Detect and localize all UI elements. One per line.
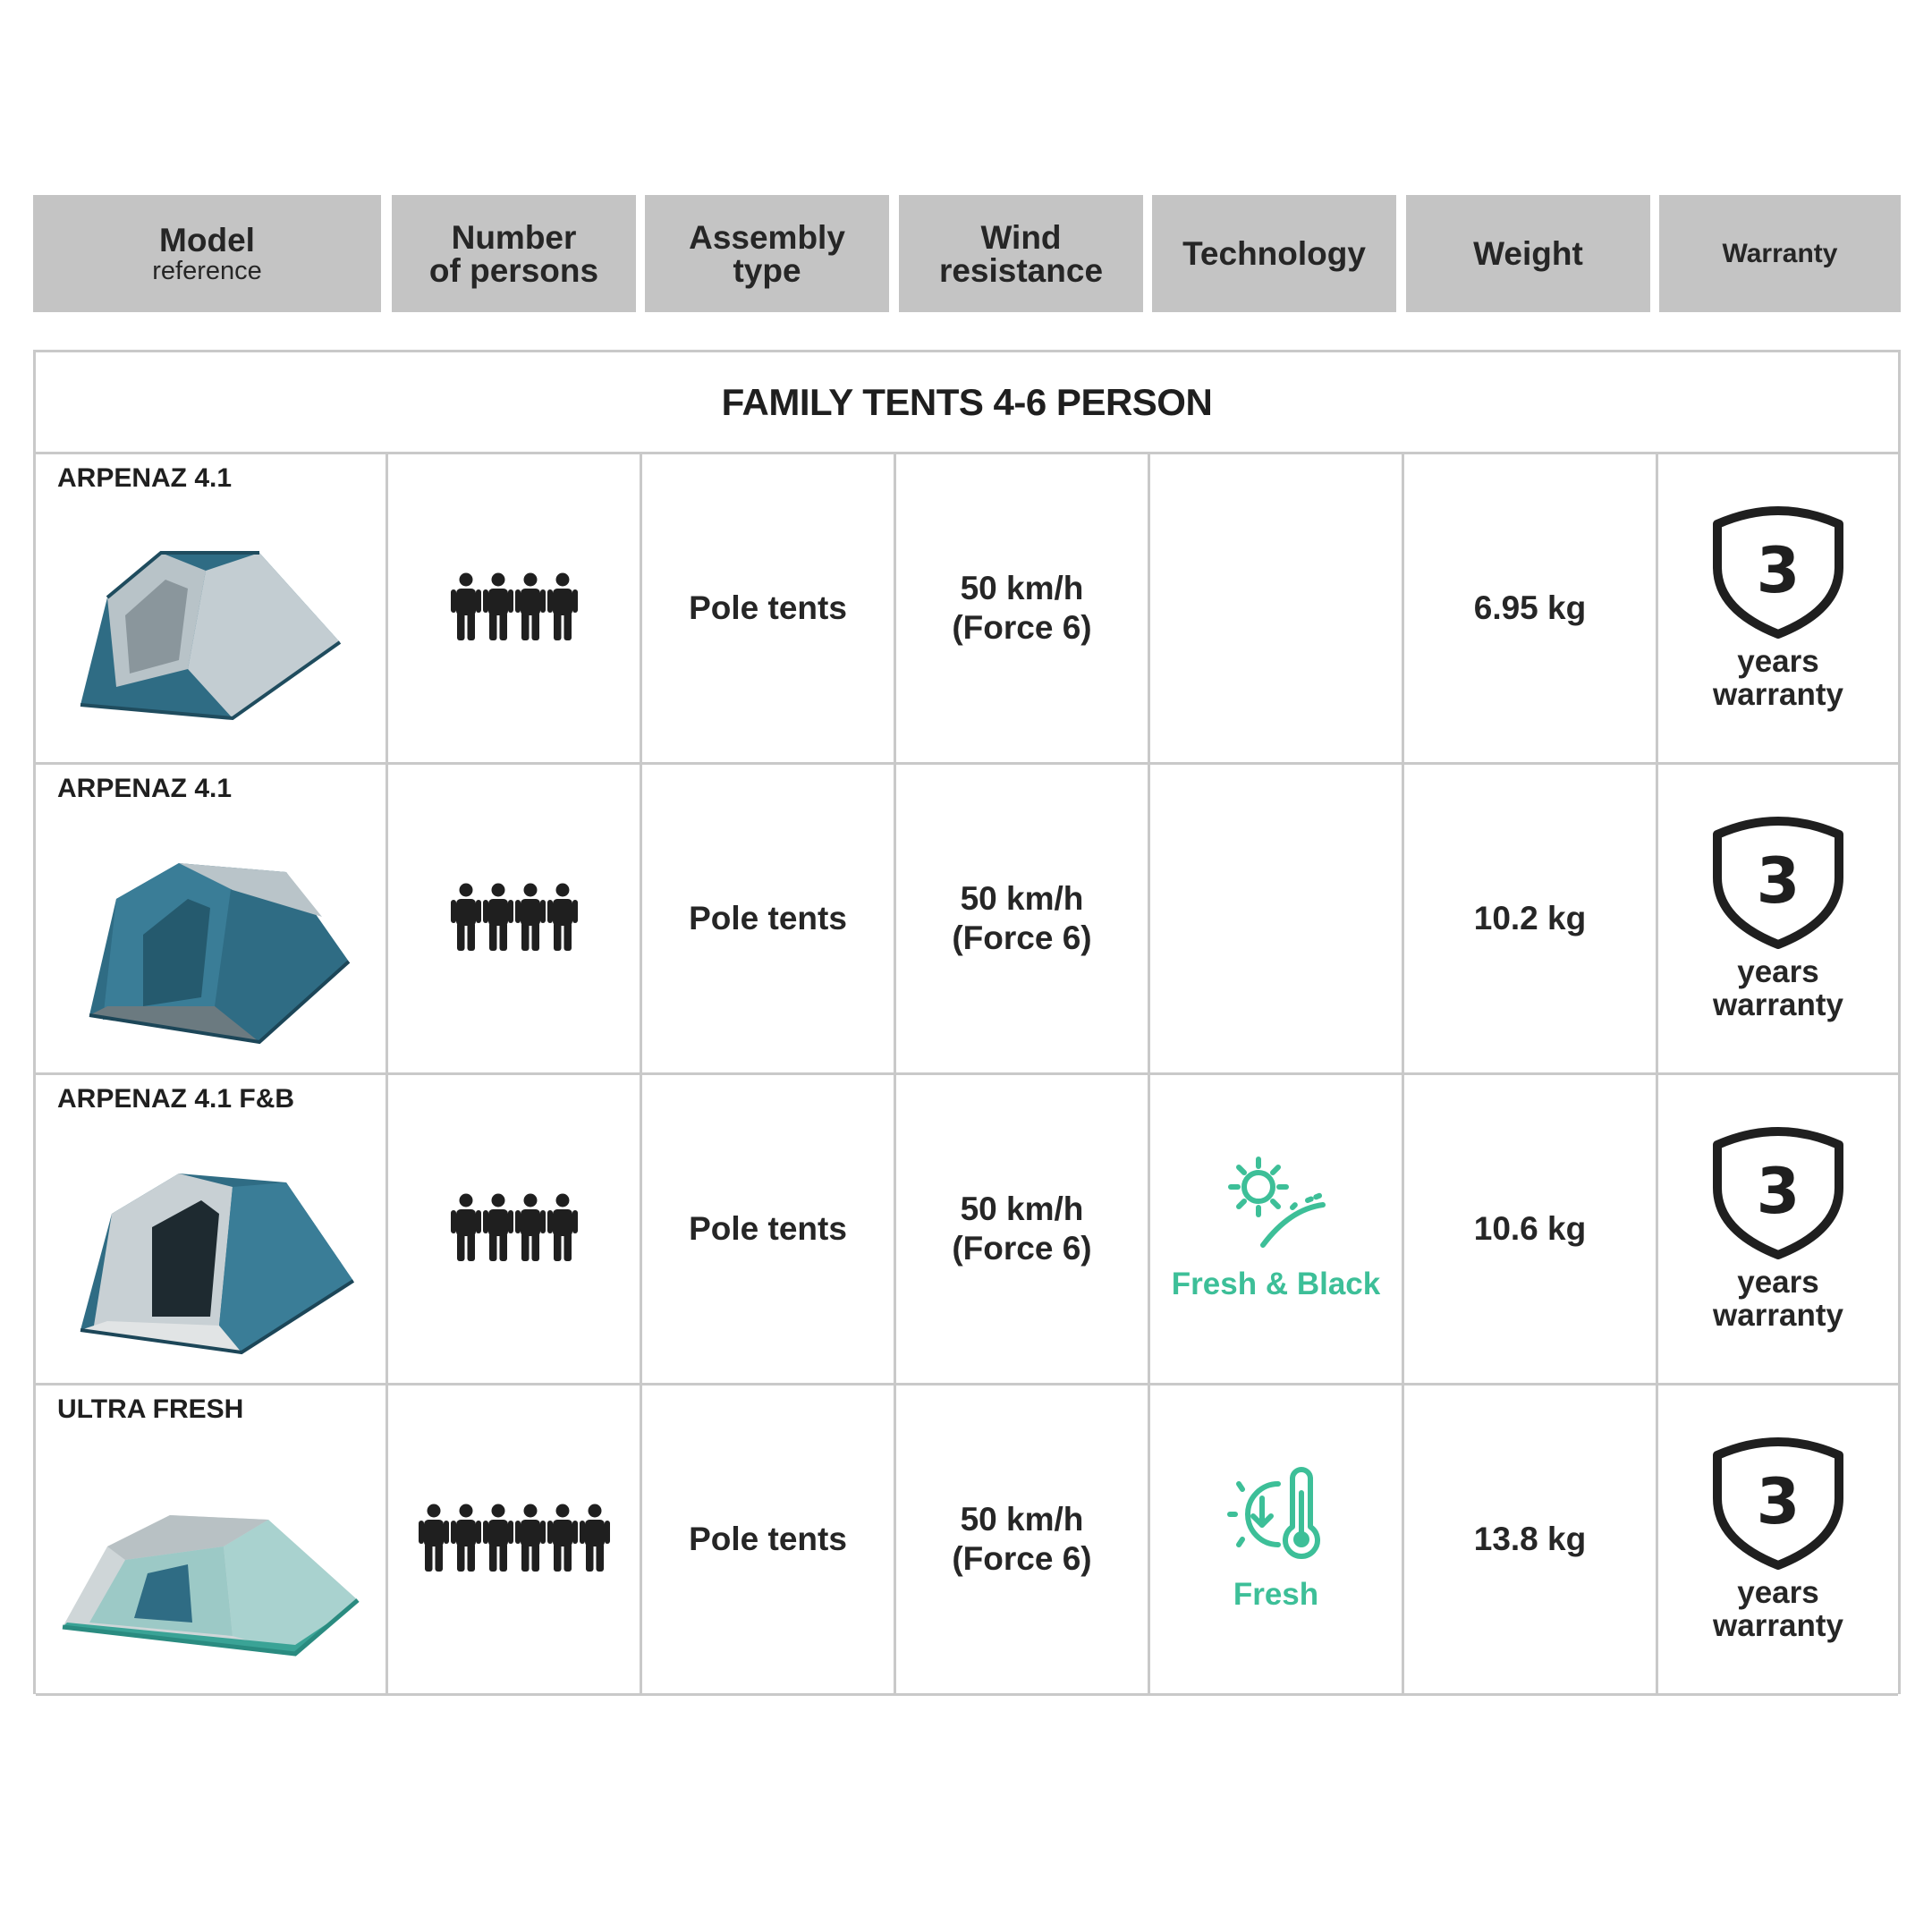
technology-cell	[1150, 765, 1404, 1072]
persons-icons	[418, 1504, 611, 1576]
persons-cell	[388, 1075, 642, 1383]
warranty-cell	[1658, 765, 1898, 1072]
model-name: ARPENAZ 4.1 F&B	[57, 1084, 295, 1114]
weight-cell	[1404, 454, 1658, 762]
header-weight-label: Weight	[1473, 235, 1583, 272]
person-icon	[483, 1193, 513, 1261]
model-name: ARPENAZ 4.1	[57, 463, 233, 493]
wind-force: (Force 6)	[952, 1230, 1092, 1267]
header-technology	[1152, 195, 1396, 312]
wind-force: (Force 6)	[952, 1540, 1092, 1577]
warranty-label-years: years	[1737, 954, 1819, 990]
weight-value: 6.95 kg	[1473, 589, 1587, 627]
wind-cell	[896, 1385, 1150, 1693]
weight-cell	[1404, 1075, 1658, 1383]
assembly-cell	[642, 765, 896, 1072]
persons-pictograms	[450, 1193, 579, 1261]
assembly-cell	[642, 1385, 896, 1693]
person-icon	[451, 572, 481, 640]
model-name: ULTRA FRESH	[57, 1394, 244, 1424]
warranty-cell	[1658, 454, 1898, 762]
weight-value: 10.6 kg	[1473, 1210, 1587, 1248]
assembly-cell	[642, 1075, 896, 1383]
person-icon	[547, 883, 578, 951]
tent-comparison-table	[33, 350, 1901, 1694]
person-icon	[451, 1193, 481, 1261]
person-icon	[515, 1193, 546, 1261]
warranty-years: 3	[1756, 534, 1801, 608]
warranty-label-warranty: warranty	[1713, 677, 1843, 712]
persons-pictograms	[450, 572, 579, 640]
header-warranty	[1659, 195, 1901, 312]
person-icon	[451, 1504, 481, 1572]
shield-icon	[1707, 815, 1850, 949]
shield-icon	[1707, 504, 1850, 639]
table-row	[36, 454, 1898, 765]
person-icon	[419, 1504, 449, 1572]
warranty-cell	[1658, 1385, 1898, 1693]
warranty-label-years: years	[1737, 644, 1819, 680]
wind-cell	[896, 454, 1150, 762]
persons-cell	[388, 765, 642, 1072]
header-model	[33, 195, 381, 312]
wind-speed: 50 km/h	[960, 1501, 1084, 1538]
warranty-label-warranty: warranty	[1713, 1298, 1843, 1333]
person-icon	[547, 1504, 578, 1572]
header-technology-label: Technology	[1182, 235, 1366, 272]
wind-force: (Force 6)	[952, 609, 1092, 646]
table-row	[36, 765, 1898, 1075]
technology-cell	[1150, 1075, 1404, 1383]
person-icon	[451, 883, 481, 951]
warranty-label-years: years	[1737, 1575, 1819, 1611]
persons-icons	[450, 883, 579, 955]
person-icon	[483, 883, 513, 951]
person-icon	[547, 1193, 578, 1261]
header-warranty-label: Warranty	[1722, 238, 1838, 268]
person-icon	[515, 572, 546, 640]
model-cell	[36, 765, 388, 1072]
persons-pictograms	[450, 883, 579, 951]
model-cell	[36, 1385, 388, 1693]
thermometer-fresh-icon	[1223, 1466, 1330, 1564]
person-icon	[515, 1504, 546, 1572]
person-icon	[580, 1504, 610, 1572]
tent-image	[54, 517, 376, 741]
header-assembly-line2: type	[733, 251, 801, 289]
wind-force: (Force 6)	[952, 919, 1092, 956]
persons-pictograms	[418, 1504, 611, 1572]
persons-cell	[388, 1385, 642, 1693]
weight-cell	[1404, 765, 1658, 1072]
wind-speed: 50 km/h	[960, 880, 1084, 918]
model-name: ARPENAZ 4.1	[57, 774, 233, 803]
shield-icon	[1707, 1436, 1850, 1570]
header-assembly	[645, 195, 889, 312]
wind-cell	[896, 765, 1150, 1072]
header-weight	[1406, 195, 1650, 312]
wind-cell	[896, 1075, 1150, 1383]
technology-cell	[1150, 1385, 1404, 1693]
model-cell	[36, 454, 388, 762]
model-cell	[36, 1075, 388, 1383]
warranty-years: 3	[1756, 1155, 1801, 1229]
assembly-type: Pole tents	[689, 1521, 847, 1558]
person-icon	[515, 883, 546, 951]
persons-icons	[450, 572, 579, 645]
warranty-label-warranty: warranty	[1713, 1608, 1843, 1643]
persons-icons	[450, 1193, 579, 1266]
person-icon	[483, 1504, 513, 1572]
assembly-type: Pole tents	[689, 1210, 847, 1248]
header-wind-line2: resistance	[938, 251, 1104, 289]
warranty-years: 3	[1756, 844, 1801, 919]
shield-icon	[1707, 1125, 1850, 1259]
header-wind-line1: Wind	[980, 218, 1062, 256]
section-title: FAMILY TENTS 4-6 PERSON	[36, 352, 1898, 454]
warranty-years: 3	[1756, 1465, 1801, 1539]
header-persons	[392, 195, 636, 312]
warranty-label-warranty: warranty	[1713, 987, 1843, 1022]
technology-label: Fresh & Black	[1171, 1267, 1381, 1301]
tent-image	[54, 827, 376, 1051]
weight-value: 10.2 kg	[1473, 900, 1587, 937]
warranty-cell	[1658, 1075, 1898, 1383]
assembly-cell	[642, 454, 896, 762]
tent-image	[54, 1138, 376, 1361]
weight-cell	[1404, 1385, 1658, 1693]
header-assembly-line1: Assembly	[689, 218, 845, 256]
table-row	[36, 1385, 1898, 1696]
weight-value: 13.8 kg	[1473, 1521, 1587, 1558]
header-persons-line1: Number	[451, 218, 577, 256]
header-persons-line2: of persons	[428, 251, 599, 289]
person-icon	[547, 572, 578, 640]
tent-image	[54, 1448, 376, 1672]
sun-fresh-black-icon	[1223, 1156, 1330, 1254]
warranty-label-years: years	[1737, 1265, 1819, 1301]
technology-label: Fresh	[1233, 1577, 1319, 1612]
wind-speed: 50 km/h	[960, 1191, 1084, 1228]
header-wind	[899, 195, 1143, 312]
person-icon	[483, 572, 513, 640]
table-row	[36, 1075, 1898, 1385]
assembly-type: Pole tents	[689, 900, 847, 937]
assembly-type: Pole tents	[689, 589, 847, 627]
header-model-label: Model	[159, 221, 255, 258]
persons-cell	[388, 454, 642, 762]
header-model-sub: reference	[152, 256, 262, 285]
wind-speed: 50 km/h	[960, 570, 1084, 607]
technology-cell	[1150, 454, 1404, 762]
